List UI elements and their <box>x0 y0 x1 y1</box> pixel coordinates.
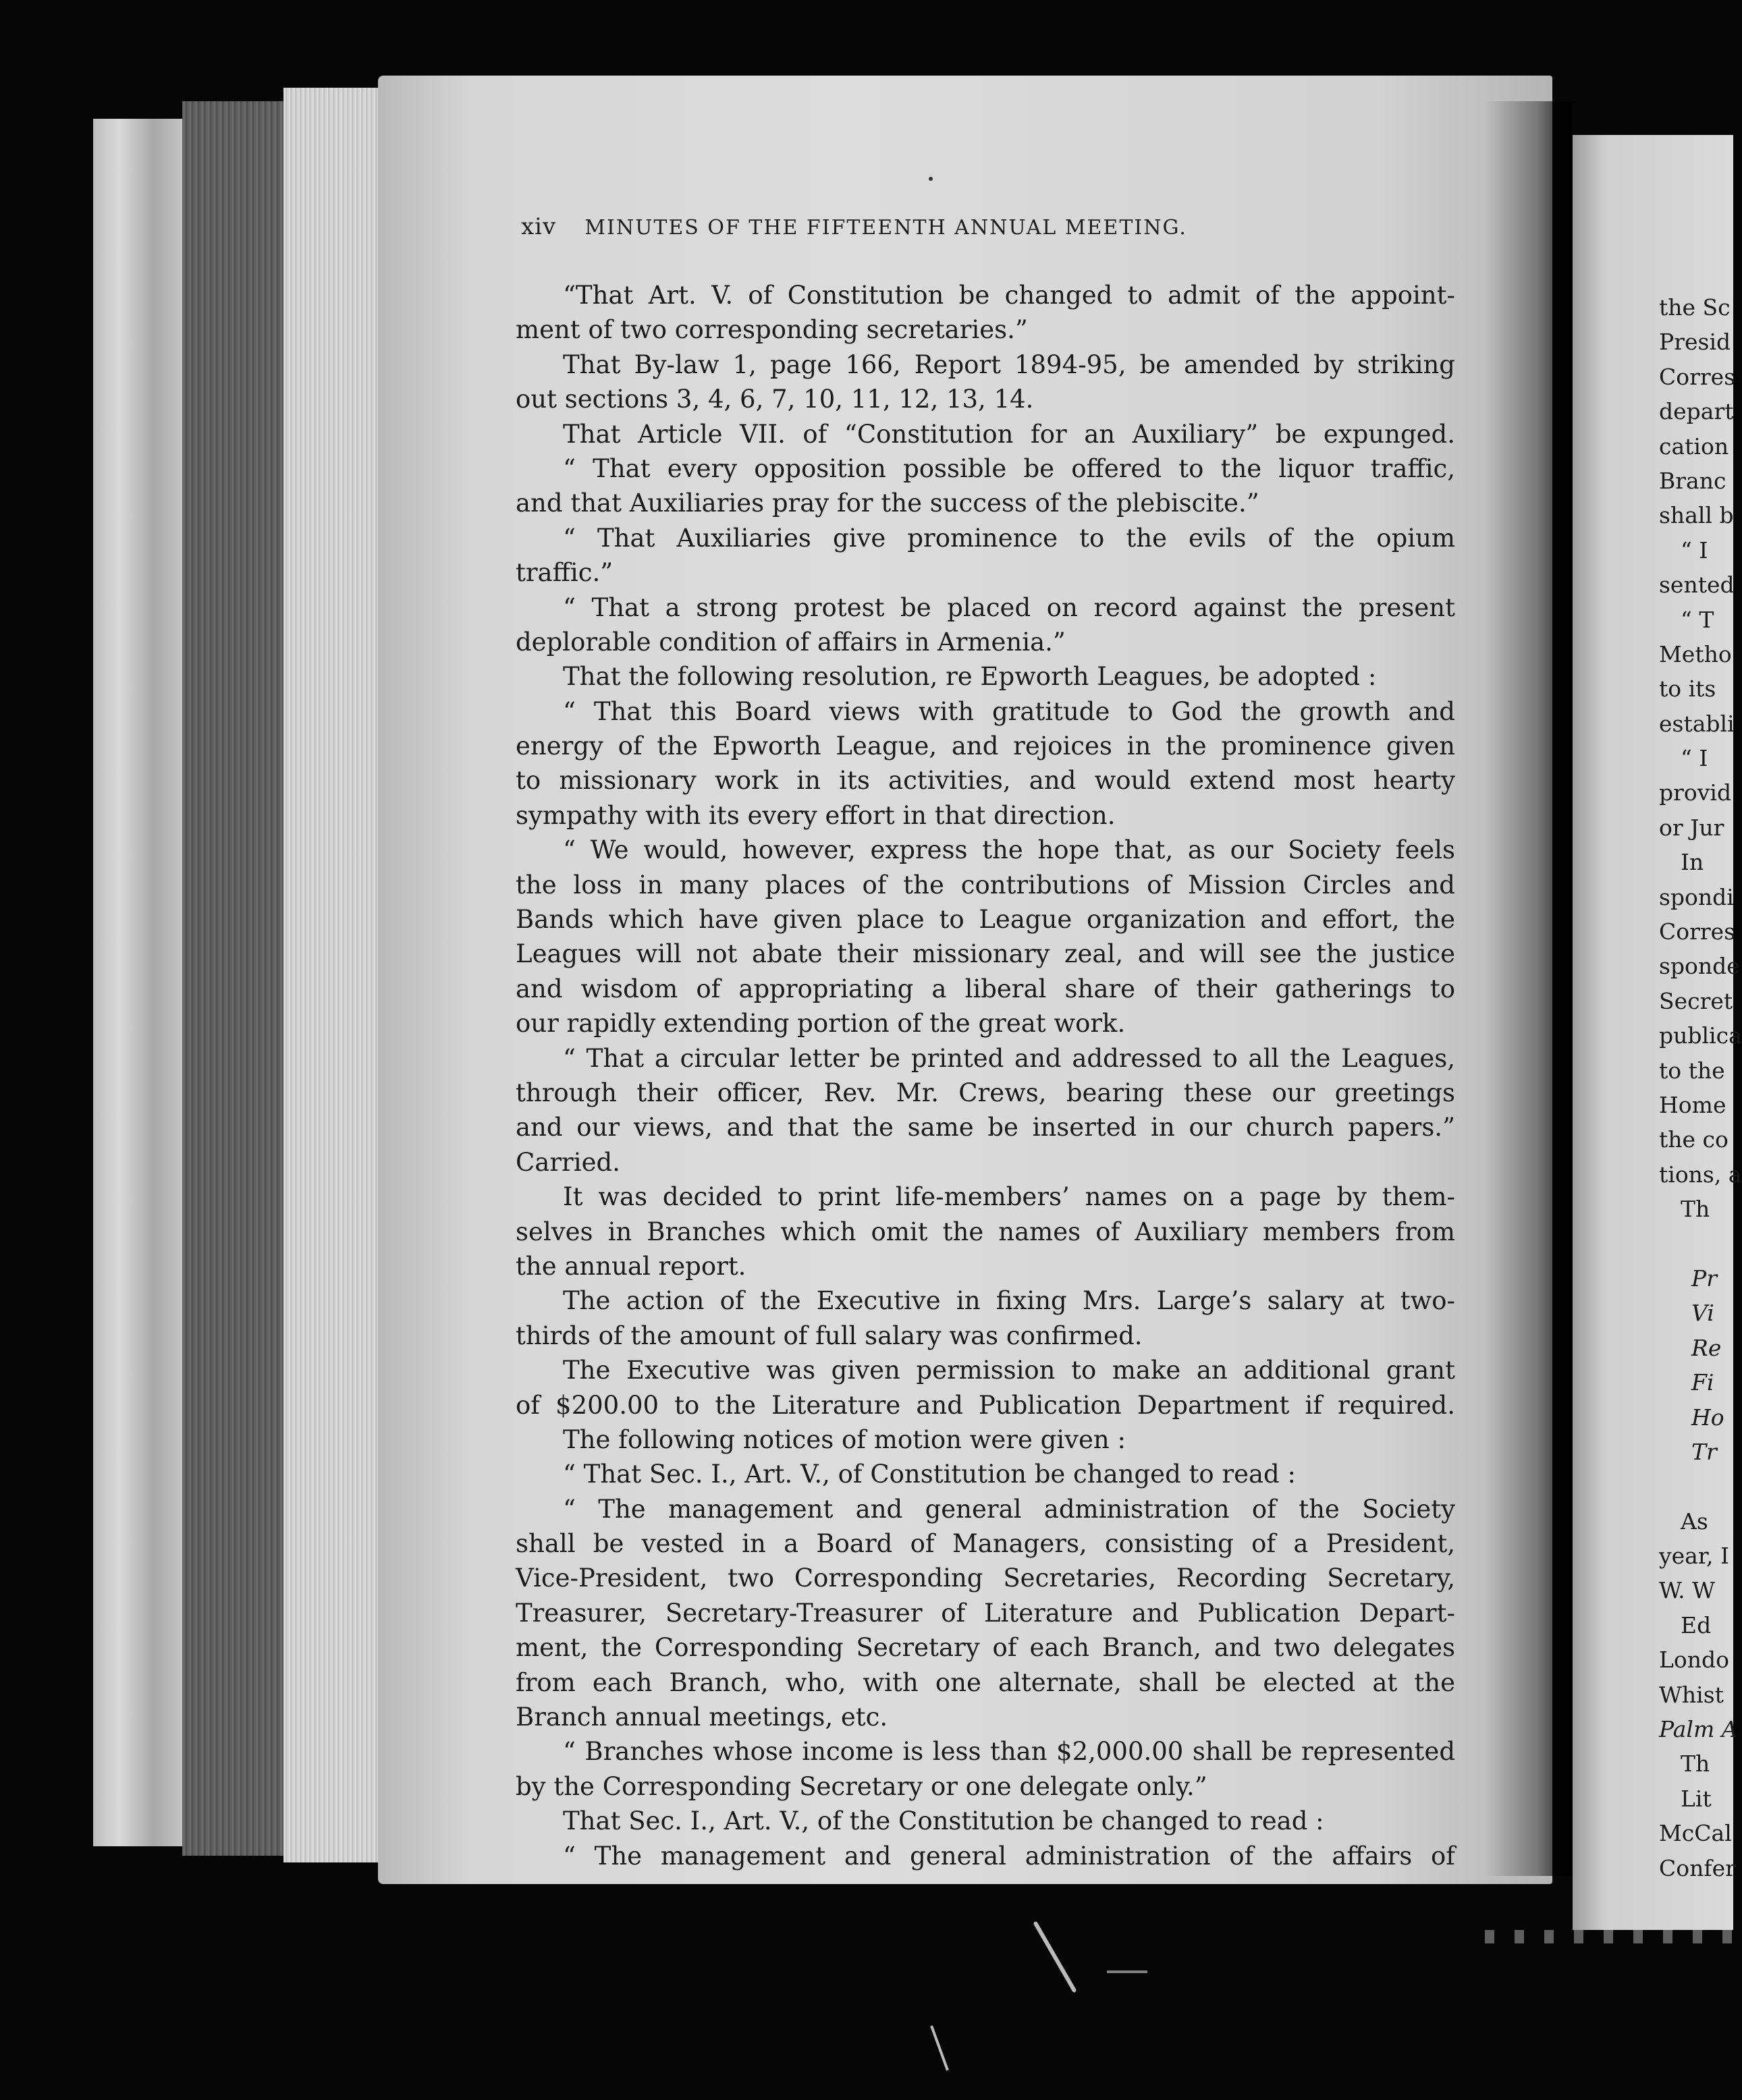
right-page-line: As <box>1681 1508 1708 1535</box>
right-page-line: Home <box>1659 1091 1726 1118</box>
text-line: It was decided to print life-members’ names on a page by them- <box>563 1182 1455 1212</box>
text-line: to missionary work in its activities, and would extend most hearty <box>516 766 1455 796</box>
right-page-line: Vi <box>1691 1300 1714 1327</box>
text-line: “ That Auxiliaries give prominence to the evils of the opium <box>563 523 1455 553</box>
text-line: out sections 3, 4, 6, 7, 10, 11, 12, 13, 14. <box>516 385 1034 414</box>
right-page-line: the Sc <box>1659 294 1731 321</box>
right-page-line: McCal <box>1659 1820 1732 1847</box>
text-line: the annual report. <box>516 1251 746 1281</box>
right-page-line: Corres <box>1659 918 1736 945</box>
right-page-line: cation <box>1659 433 1729 460</box>
text-line: thirds of the amount of full salary was confirmed. <box>516 1321 1143 1350</box>
right-page-line: Fi <box>1691 1369 1714 1396</box>
right-page-line: Ed <box>1681 1611 1712 1638</box>
dust-mark <box>1107 1970 1147 1973</box>
text-line: Carried. <box>516 1147 620 1177</box>
text-line: “ That this Board views with gratitude to God the growth and <box>563 696 1455 726</box>
text-line: ment, the Corresponding Secretary of each Branch, and two delegates <box>516 1633 1455 1663</box>
dust-mark <box>930 2025 949 2070</box>
text-line: and that Auxiliaries pray for the success of the plebiscite.” <box>516 489 1259 518</box>
right-page-line: “ T <box>1681 606 1714 633</box>
text-line: The following notices of motion were given : <box>563 1425 1126 1454</box>
dust-mark <box>1033 1921 1077 1993</box>
text-line: traffic.” <box>516 558 614 588</box>
text-line: and our views, and that the same be inserted in our church papers.” <box>516 1113 1455 1142</box>
right-page-line: Secret <box>1659 987 1733 1014</box>
text-line: “ We would, however, express the hope that, as our Society feels <box>563 835 1455 865</box>
right-page-line: sponde <box>1659 953 1740 980</box>
right-page-line: or Jur <box>1659 814 1724 841</box>
text-line: Branch annual meetings, etc. <box>516 1703 888 1732</box>
text-line: Treasurer, Secretary-Treasurer of Literature and Publication Depart- <box>516 1598 1455 1628</box>
right-page-line: Presid <box>1659 329 1731 356</box>
right-page-line: Palm A <box>1659 1716 1738 1743</box>
text-line: “ That a circular letter be printed and addressed to all the Leagues, <box>563 1043 1455 1073</box>
text-line: “ The management and general administration of the Society <box>563 1494 1455 1524</box>
right-page-line: Ho <box>1691 1404 1724 1431</box>
right-page-line: year, I <box>1659 1543 1730 1570</box>
right-page-line: Metho <box>1659 640 1732 667</box>
text-line: energy of the Epworth League, and rejoices in the prominence given <box>516 731 1455 761</box>
right-page-line: establi <box>1659 710 1735 737</box>
right-page-line: tions, a <box>1659 1161 1742 1188</box>
text-line: the loss in many places of the contributions of Mission Circles and <box>516 870 1455 900</box>
right-page-line: “ I <box>1681 745 1708 772</box>
text-line: “That Art. V. of Constitution be changed to admit of the appoint- <box>563 281 1455 310</box>
text-line: “ That every opposition possible be offered to the liquor traffic, <box>563 453 1455 483</box>
right-page-line: Tr <box>1691 1438 1717 1465</box>
page-edges-stack <box>182 101 290 1856</box>
text-line: That the following resolution, re Epworth Leagues, be adopted : <box>563 662 1377 692</box>
text-line: ment of two corresponding secretaries.” <box>516 315 1028 345</box>
text-line: The Executive was given permission to make an additional grant <box>563 1356 1455 1385</box>
text-line: Vice-President, two Corresponding Secretaries, Recording Secretary, <box>516 1564 1455 1593</box>
text-line: our rapidly extending portion of the great work. <box>516 1009 1126 1039</box>
right-page-line: provid <box>1659 779 1732 806</box>
text-line: from each Branch, who, with one alternate, shall be elected at the <box>516 1667 1455 1697</box>
right-page-line: Th <box>1681 1750 1710 1777</box>
right-page-line: shall b <box>1659 502 1734 529</box>
right-page-text <box>1659 290 1740 1885</box>
right-page-line: to its <box>1659 675 1716 702</box>
right-page-line: depart <box>1659 398 1734 425</box>
running-header <box>521 213 1351 240</box>
right-page-line: to the <box>1659 1057 1725 1084</box>
text-line: and wisdom of appropriating a liberal share of their gatherings to <box>516 974 1455 1003</box>
right-page-line: Th <box>1681 1196 1710 1223</box>
right-page-line: Londo <box>1659 1647 1730 1674</box>
page-edges-outer <box>93 119 194 1846</box>
text-line: “ The management and general administration of the affairs of <box>563 1841 1455 1871</box>
text-line: That Sec. I., Art. V., of the Constitution be changed to read : <box>563 1806 1324 1836</box>
text-line: Leagues will not abate their missionary zeal, and will see the justice <box>516 939 1455 969</box>
page-speck <box>929 177 933 181</box>
text-line: That By-law 1, page 166, Report 1894-95, be amended by striking <box>563 350 1455 379</box>
right-page-line <box>1659 1227 1740 1261</box>
gutter-shadow <box>1485 101 1573 1876</box>
right-page-line: publica <box>1659 1022 1742 1049</box>
right-page-line: spondi <box>1659 883 1734 910</box>
right-page-line: “ I <box>1681 536 1708 563</box>
right-page-line: sented <box>1659 572 1735 599</box>
page-edge-marks <box>1485 1930 1733 1943</box>
right-page-line: Lit <box>1681 1785 1712 1812</box>
text-line: selves in Branches which omit the names of Auxiliary members from <box>516 1217 1455 1246</box>
right-page-line: Branc <box>1659 467 1726 494</box>
text-line: by the Corresponding Secretary or one delegate only.” <box>516 1771 1207 1801</box>
right-page-line: Pr <box>1691 1265 1717 1292</box>
right-page-line: Confer <box>1659 1854 1736 1881</box>
text-line: That Article VII. of “Constitution for an Auxiliary” be expunged. <box>563 419 1455 449</box>
right-page-line: W. W <box>1659 1577 1716 1604</box>
text-line: deplorable condition of affairs in Armenia.” <box>516 627 1066 657</box>
text-line: The action of the Executive in fixing Mrs. Large’s salary at two- <box>563 1286 1455 1316</box>
text-line: Bands which have given place to League organization and effort, the <box>516 905 1455 935</box>
text-line: of $200.00 to the Literature and Publication Department if required. <box>516 1390 1455 1420</box>
text-line: “ Branches whose income is less than $2,000.00 shall be represented <box>563 1737 1455 1767</box>
right-page-line <box>1659 1469 1740 1503</box>
right-page-line: In <box>1681 849 1704 876</box>
text-line: “ That Sec. I., Art. V., of Constitution be changed to read : <box>563 1460 1296 1489</box>
text-line: through their officer, Rev. Mr. Crews, bearing these our greetings <box>516 1078 1455 1107</box>
text-line: shall be vested in a Board of Managers, consisting of a President, <box>516 1529 1455 1559</box>
right-page-line: the co <box>1659 1126 1729 1153</box>
right-page-line: Re <box>1691 1334 1722 1361</box>
page-number: xiv <box>521 213 557 240</box>
right-page-line: Whist <box>1659 1681 1724 1708</box>
body-text <box>516 278 1455 1873</box>
running-title: MINUTES OF THE FIFTEENTH ANNUAL MEETING. <box>584 216 1187 240</box>
text-line: sympathy with its every effort in that direction. <box>516 800 1116 830</box>
text-line: “ That a strong protest be placed on record against the present <box>563 592 1455 622</box>
right-page-line: Corres <box>1659 363 1736 390</box>
